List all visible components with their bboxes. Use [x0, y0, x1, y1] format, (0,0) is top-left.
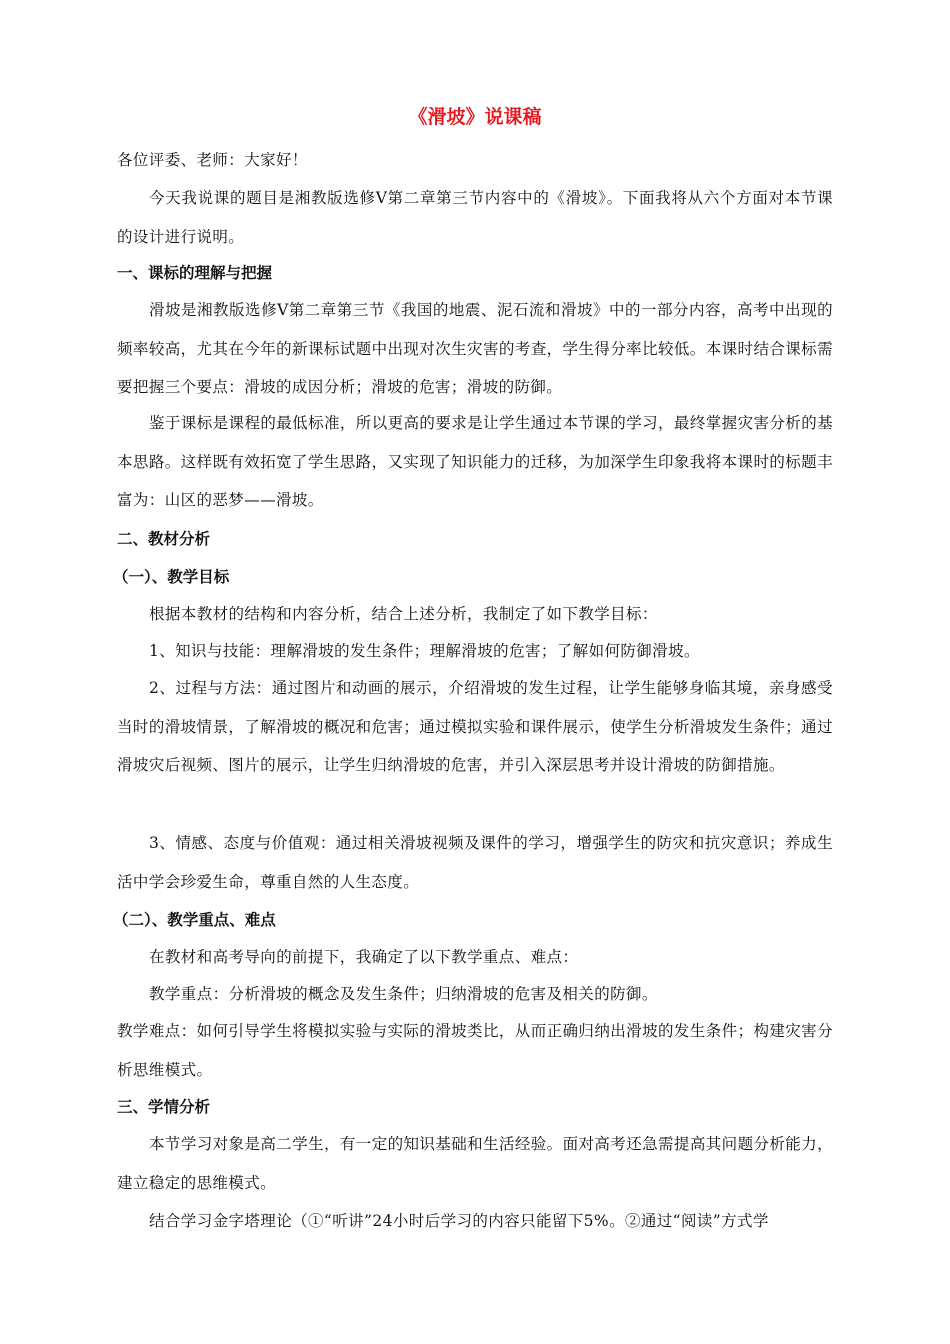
goal-attitude: 3、情感、态度与价值观：通过相关滑坡视频及课件的学习，增强学生的防灾和抗灾意识；养成生活中学会珍爱生命，尊重自然的人生态度。 [117, 834, 833, 891]
section-1-paragraph-2: 鉴于课标是课程的最低标准，所以更高的要求是让学生通过本节课的学习，最终掌握灾害分析的基本思路。这样既有效拓宽了学生思路，又实现了知识能力的迁移，为加深学生印象我将本课时的标题丰富为：山区的恶梦——滑坡。 [117, 414, 833, 510]
section-2-subheading-2: （二）、教学重点、难点 [113, 911, 276, 929]
section-3-paragraph-2: 结合学习金字塔理论（①“听讲”24小时后学习的内容只能留下5%。②通过“阅读”方式学 [149, 1212, 769, 1230]
section-2-subheading-1: （一）、教学目标 [113, 568, 230, 586]
teaching-difficulties: 教学难点：如何引导学生将模拟实验与实际的滑坡类比，从而正确归纳出滑坡的发生条件；构建灾害分析思维模式。 [117, 1022, 833, 1079]
section-3-paragraph-1: 本节学习对象是高二学生，有一定的知识基础和生活经验。面对高考还急需提高其问题分析能力，建立稳定的思维模式。 [117, 1135, 833, 1192]
intro-paragraph: 今天我说课的题目是湘教版选修Ⅴ第二章第三节内容中的《滑坡》。下面我将从六个方面对本节课的设计进行说明。 [117, 189, 833, 246]
goal-knowledge: 1、知识与技能：理解滑坡的发生条件；理解滑坡的危害；了解如何防御滑坡。 [149, 642, 700, 660]
section-2-paragraph-2: 在教材和高考导向的前提下，我确定了以下教学重点、难点： [149, 948, 579, 966]
section-3-heading: 三、学情分析 [117, 1098, 211, 1116]
section-1-paragraph-1: 滑坡是湘教版选修Ⅴ第二章第三节《我国的地震、泥石流和滑坡》中的一部分内容，高考中出现的频率较高，尤其在今年的新课标试题中出现对次生灾害的考查，学生得分率比较低。本课时结合课标需要把握三个要点：滑坡的成因分析；滑坡的危害；滑坡的防御。 [117, 301, 833, 397]
greeting: 各位评委、老师：大家好！ [117, 151, 308, 169]
section-2-paragraph-1: 根据本教材的结构和内容分析，结合上述分析，我制定了如下教学目标： [149, 605, 658, 623]
section-1-heading: 一、课标的理解与把握 [117, 264, 273, 282]
document-title: 《滑坡》说课稿 [408, 106, 542, 128]
teaching-key-points: 教学重点：分析滑坡的概念及发生条件；归纳滑坡的危害及相关的防御。 [149, 985, 658, 1003]
section-2-heading: 二、教材分析 [117, 530, 211, 548]
goal-process: 2、过程与方法：通过图片和动画的展示，介绍滑坡的发生过程，让学生能够身临其境，亲身感受当时的滑坡情景，了解滑坡的概况和危害；通过模拟实验和课件展示，使学生分析滑坡发生条件；通过滑坡灾后视频、图片的展示，让学生归纳滑坡的危害，并引入深层思考并设计滑坡的防御措施。 [117, 679, 833, 775]
